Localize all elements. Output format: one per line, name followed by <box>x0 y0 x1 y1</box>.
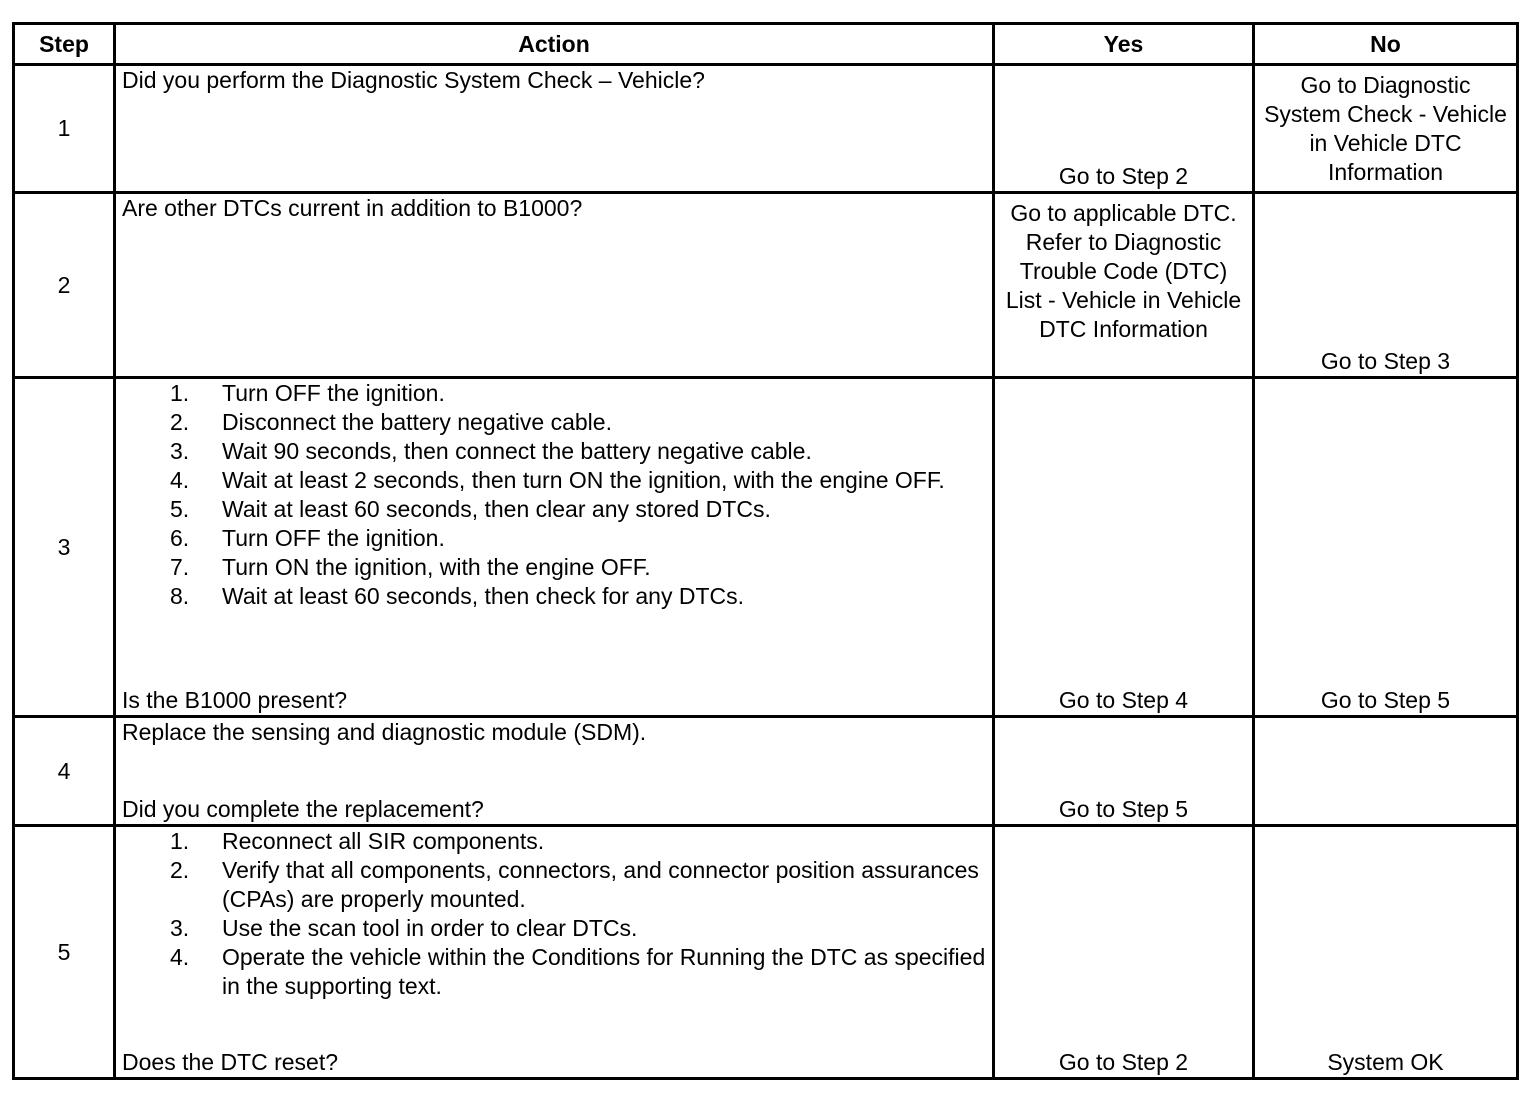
action-question: Did you complete the replacement? <box>122 796 484 822</box>
header-no: No <box>1254 24 1518 65</box>
step-number: 5 <box>14 826 115 1079</box>
header-action: Action <box>115 24 994 65</box>
action-text: Did you perform the Diagnostic System Check – Vehicle? <box>115 65 994 193</box>
list-item: 8. Wait at least 60 seconds, then check for any DTCs. <box>170 583 744 609</box>
yes-result: Go to Step 2 <box>994 826 1254 1079</box>
header-step: Step <box>14 24 115 65</box>
list-item: 6. Turn OFF the ignition. <box>170 525 445 551</box>
header-row <box>14 24 1518 65</box>
step-number: 4 <box>14 717 115 826</box>
list-item: 1. Reconnect all SIR components. <box>170 828 545 854</box>
diagnostic-table <box>12 22 1519 1080</box>
table-row <box>14 717 1518 826</box>
header-yes: Yes <box>994 24 1254 65</box>
action-question: Does the DTC reset? <box>122 1049 339 1075</box>
action-question: Is the B1000 present? <box>122 687 348 713</box>
table-row <box>14 378 1518 717</box>
yes-result: Go to Step 4 <box>994 378 1254 717</box>
action-text: Replace the sensing and diagnostic module (SDM). <box>122 719 647 745</box>
yes-result: Go to applicable DTC. Refer to Diagnostic Trouble Code (DTC) List - Vehicle in Vehicle DTC Information <box>994 193 1254 378</box>
step-number: 1 <box>14 65 115 193</box>
action-cell <box>115 717 994 826</box>
no-result <box>1254 717 1518 826</box>
procedure-list <box>122 827 986 1001</box>
list-item: 4. Wait at least 2 seconds, then turn ON the ignition, with the engine OFF. <box>170 467 945 493</box>
list-item: 1. Turn OFF the ignition. <box>170 380 445 406</box>
list-item: 5. Wait at least 60 seconds, then clear any stored DTCs. <box>170 496 771 522</box>
action-text: Are other DTCs current in addition to B1000? <box>115 193 994 378</box>
step-number: 2 <box>14 193 115 378</box>
list-item: 2. Disconnect the battery negative cable. <box>170 409 612 435</box>
procedure-list <box>122 379 986 611</box>
yes-result: Go to Step 5 <box>994 717 1254 826</box>
action-cell <box>115 826 994 1079</box>
list-item: 4. Operate the vehicle within the Conditions for Running the DTC as specified in the supporting text. <box>170 944 986 999</box>
step-number: 3 <box>14 378 115 717</box>
list-item: 7. Turn ON the ignition, with the engine OFF. <box>170 554 651 580</box>
list-item: 3. Wait 90 seconds, then connect the battery negative cable. <box>170 438 812 464</box>
action-cell <box>115 378 994 717</box>
yes-result: Go to Step 2 <box>994 65 1254 193</box>
list-item: 2. Verify that all components, connectors, and connector position assurances (CPAs) are properly mounted. <box>170 857 979 912</box>
no-result: Go to Step 3 <box>1254 193 1518 378</box>
no-result: System OK <box>1254 826 1518 1079</box>
table-row <box>14 65 1518 193</box>
list-item: 3. Use the scan tool in order to clear DTCs. <box>170 915 638 941</box>
table-row <box>14 826 1518 1079</box>
no-result: Go to Diagnostic System Check - Vehicle in Vehicle DTC Information <box>1254 65 1518 193</box>
no-result: Go to Step 5 <box>1254 378 1518 717</box>
table-row <box>14 193 1518 378</box>
